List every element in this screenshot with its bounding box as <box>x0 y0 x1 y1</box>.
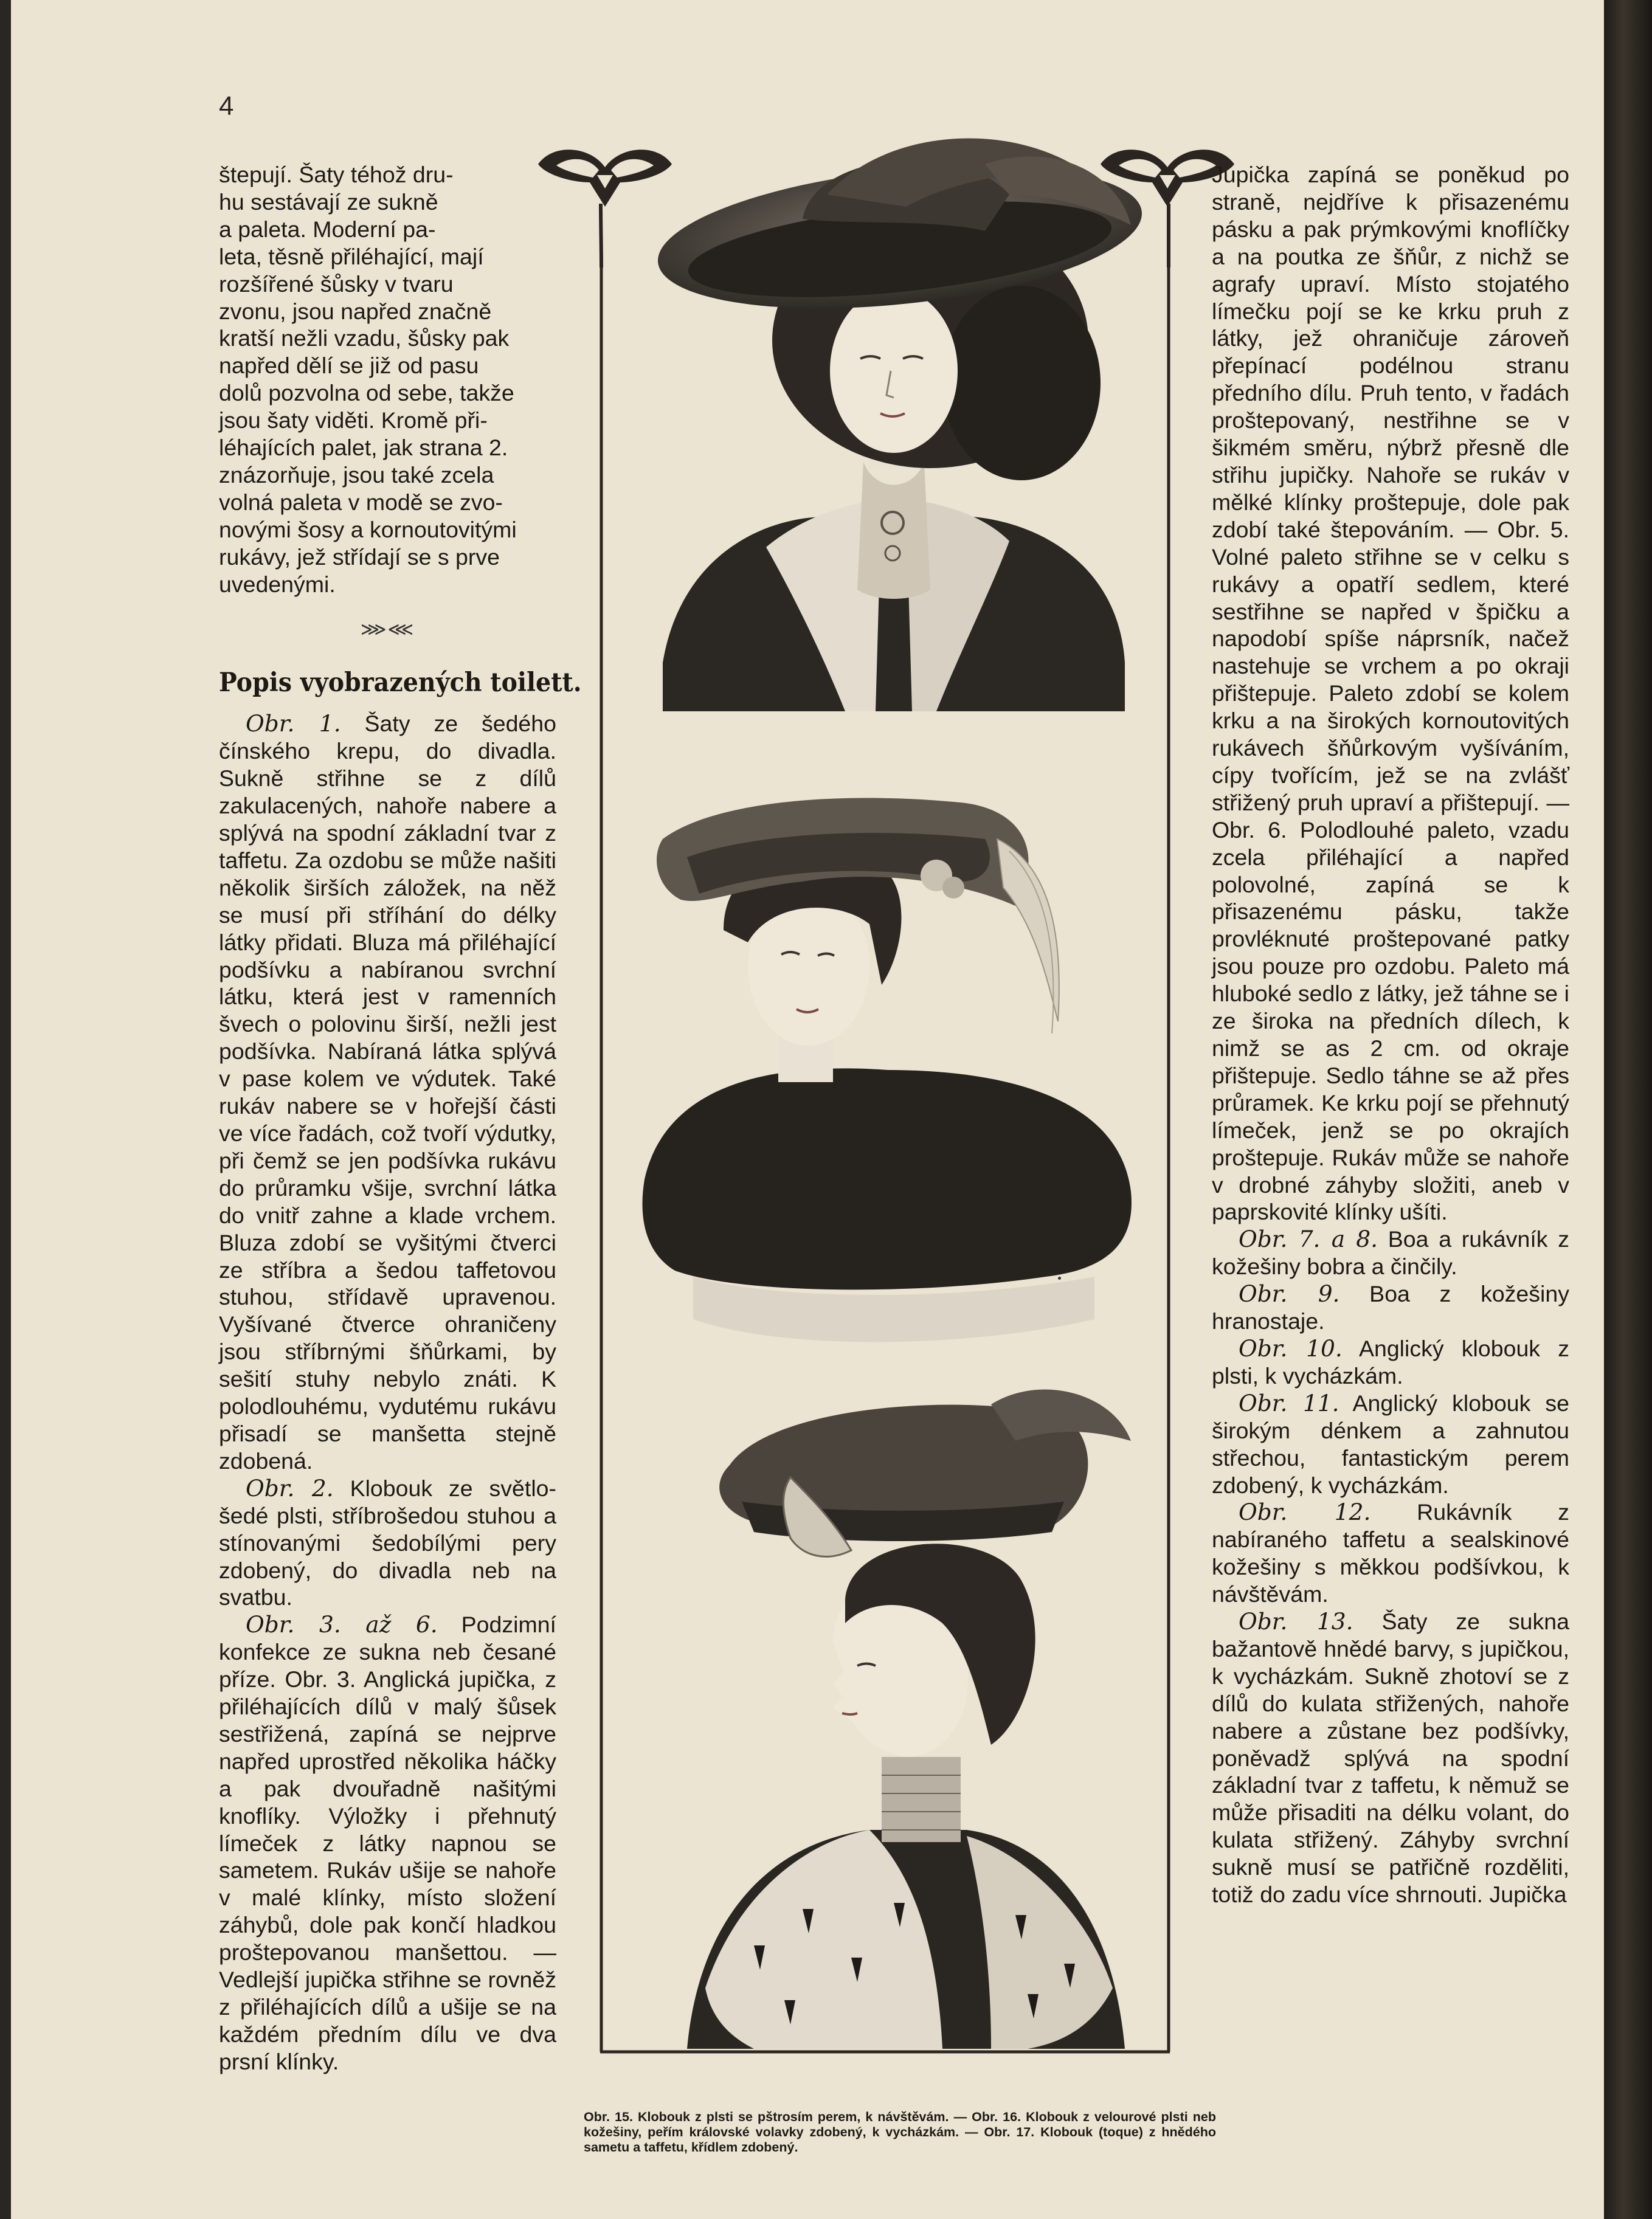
text-line: rukávy, jež střídají se s prve <box>219 544 500 570</box>
continuation-paragraph: Jupička zapíná se poněkud po straně, nejdříve k přisazenému pásku a pak prýmkovými knoflíčky a na poutka ze šňůr, z nichž se agrafy upraví. Místo stojatého límečku pojí se ke krku pruh z látky, jež ohraničuje zároveň přepínací podélnou stranu předního dílu. Pruh tento, v řadách proštepovaný, nestřihne se v šikmém směru, nýbrž přesně dle střihu jupičky. Nahoře se rukáv v mělké klínky proštepuje, dole pak zdobí také štepováním. — Obr. 5. Volné paleto střihne se v celku s rukávy a opatří sedlem, které sestřihne se napřed v špičku a napodobí spíše náprsník, načež nastehuje se vrchem a po okraji přištepuje. Paleto zdobí se kolem krku a na širokých kornoutovitých rukávech šňůrkovým vyšíváním, cípy tvořícím, jež se na zvlášť střižený pruh upraví a přištepují. — Obr. 6. Polodlouhé paleto, vzadu zcela přiléhající a napřed polovolné, zapíná se k přisazenému pásku, takže provléknuté proštepované patky jsou pouze pro ozdobu. Paleto má hluboké sedlo z látky, jež táhne se i ze široka na předních dílech, k nimž se as 2 cm. od okraje přištepuje. Sedlo táhne se až přes průramek. Ke krku pojí se přehnutý límeček, jenž se po okrajích proštepuje. Rukáv může se nahoře v drobné záhyby složiti, aneb v paprskovité klínky ušíti. <box>1212 162 1569 1225</box>
page-edge-shadow <box>1604 0 1652 2219</box>
text-line: volná paleta v modě se zvo- <box>219 489 503 515</box>
description-obr-1 <box>219 710 556 1474</box>
figure-label: Obr. 1. <box>246 710 341 737</box>
figure-label: Obr. 7. a 8. <box>1239 1226 1378 1253</box>
figure-label: Obr. 13. <box>1239 1608 1353 1635</box>
description-obr-11 <box>1212 1390 1569 1499</box>
section-heading: Popis vyobrazených toilett. <box>219 668 582 699</box>
text-line: uvedenými. <box>219 571 336 597</box>
figure-caption: Obr. 15. Klobouk z plsti se pštrosím perem, k návštěvám. — Obr. 16. Klobouk z velourové plsti neb kožešiny, peřím královské volavky zdobený, k vycházkám. — Obr. 17. Klobouk (toque) z hnědého sametu a taffetu, křídlem zdobený. <box>584 2110 1216 2155</box>
text-line: kratší nežli vzadu, šůsky pak <box>219 325 510 351</box>
figure-label: Obr. 12. <box>1239 1499 1371 1526</box>
description-obr-9 <box>1212 1280 1569 1335</box>
text-line: zvonu, jsou napřed značně <box>219 298 492 324</box>
description-text: Boa z kožešiny hranostaje. <box>1212 1281 1569 1334</box>
description-obr-2 <box>219 1475 556 1612</box>
figure-label: Obr. 3. až 6. <box>246 1611 438 1638</box>
print-speck <box>1058 1277 1061 1280</box>
text-line: léhajících palet, jak strana 2. <box>219 435 508 461</box>
figure-label: Obr. 2. <box>246 1474 334 1502</box>
figure-label: Obr. 10. <box>1239 1334 1343 1362</box>
illustration-frame <box>584 152 1186 2055</box>
description-obr-3-6 <box>219 1611 556 2075</box>
right-column <box>1212 161 1569 1908</box>
text-line: leta, těsně přiléhající, mají <box>219 243 484 269</box>
figure-label: Obr. 9. <box>1239 1280 1340 1308</box>
illustration-figure-16-hat <box>620 766 1161 1374</box>
section-separator-ornament: ⋙⋘ <box>360 619 415 640</box>
text-line: rozšířené šůsky v tvaru <box>219 271 454 297</box>
intro-paragraph <box>219 161 556 598</box>
description-obr-10 <box>1212 1335 1569 1390</box>
description-text: Anglický klobouk se širokým dénkem a zahnutou střechou, fantastickým perem zdobený, k vycházkám. <box>1212 1390 1569 1498</box>
description-obr-13 <box>1212 1608 1569 1908</box>
magazine-page <box>11 0 1604 2219</box>
description-text: Anglický klobouk z plsti, k vycházkám. <box>1212 1335 1569 1389</box>
left-column <box>219 161 582 2076</box>
description-text: Rukávník z nabíraného taffetu a sealskinové kožešiny s měkkou podšívkou, k návštěvám. <box>1212 1499 1569 1607</box>
text-line: hu sestávají ze sukně <box>219 188 438 215</box>
description-text: Šaty ze šedého čínského krepu, do divadla. Sukně střihne se z dílů zakulacených, nahoře nabere a splývá na spodní základní tvar z taffetu. Za ozdobu se může našiti několik širších záložek, na něž se musí při stříhání do délky látky přidati. Bluza má přiléhající podšívku a nabíranou svrchní látku, která jest v ramenních švech o polovinu širší, nežli jest podšívka. Nabíraná látka splývá v pase kolem ve výdutek. Také rukáv nabere se v hořejší části ve více řadách, což tvoří výdutky, při čemž se jen podšívka rukávu do průramku všije, svrchní látka do vnitř zahne a klade vrchem. Bluza zdobí se vyšitými čtverci ze stříbra a šedou taffetovou stuhou, střídavě upravenou. Vyšívané čtverce ohraničeny jsou stříbrnými šňůrkami, by sešití stuhy nebylo znáti. K polodlouhému, vydutému rukávu přisadí se manšetta stejně zdobená. <box>219 711 556 1474</box>
text-line: a paleta. Moderní pa- <box>219 216 436 242</box>
description-text: Šaty ze sukna bažantově hnědé barvy, s jupičkou, k vycházkám. Sukně zhotoví se z dílů do kulata střižených, nahoře nabere a zůstane bez podšívky, poněvadž splývá na spodní základní tvar z taffetu, k němuž se může přisaditi na délku volant, do kulata střižený. Záhyby svrchní sukně musí se patřičně rozděliti, totiž do zadu více shrnouti. Jupička <box>1212 1609 1569 1908</box>
text-line: novými šosy a kornoutovitými <box>219 516 517 542</box>
description-obr-12 <box>1212 1499 1569 1608</box>
description-text: Boa a rukávník z kožešiny bobra a činčily. <box>1212 1226 1569 1280</box>
text-line: znázorňuje, jsou také zcela <box>219 461 494 488</box>
description-text: Klobouk ze světlo-šedé plsti, stříbrošedou stuhou a stínovanými šedobílými pery zdobený, do divadla neb na svatbu. <box>219 1475 556 1610</box>
illustration-figure-15-hat <box>645 128 1167 736</box>
text-line: jsou šaty viděti. Kromě při- <box>219 407 488 433</box>
illustration-figure-17-hat <box>651 1380 1155 2049</box>
page-number: 4 <box>219 91 234 121</box>
description-text: Podzimní konfekce ze sukna neb česané příze. Obr. 3. Anglická jupička, z přiléhajících dílů v malý šůsek sestřižená, zapíná se nejprve napřed uprostřed několika háčky a pak dvouřadně našitými knoflíky. Výložky i přehnutý límeček z látky napnou se sametem. Rukáv ušije se nahoře v malé klínky, místo složení záhybů, dole pak končí hladkou proštepovanou manšettou. — Vedlejší jupička střihne se rovněž z přiléhajících dílů a ušije se na každém předním dílu ve dva prsní klínky. <box>219 1612 556 2074</box>
figure-label: Obr. 11. <box>1239 1389 1339 1417</box>
text-line: napřed dělí se již od pasu <box>219 353 479 379</box>
text-line: dolů pozvolna od sebe, takže <box>219 380 514 406</box>
description-obr-7-8 <box>1212 1226 1569 1280</box>
text-line: štepují. Šaty téhož dru- <box>219 162 454 187</box>
